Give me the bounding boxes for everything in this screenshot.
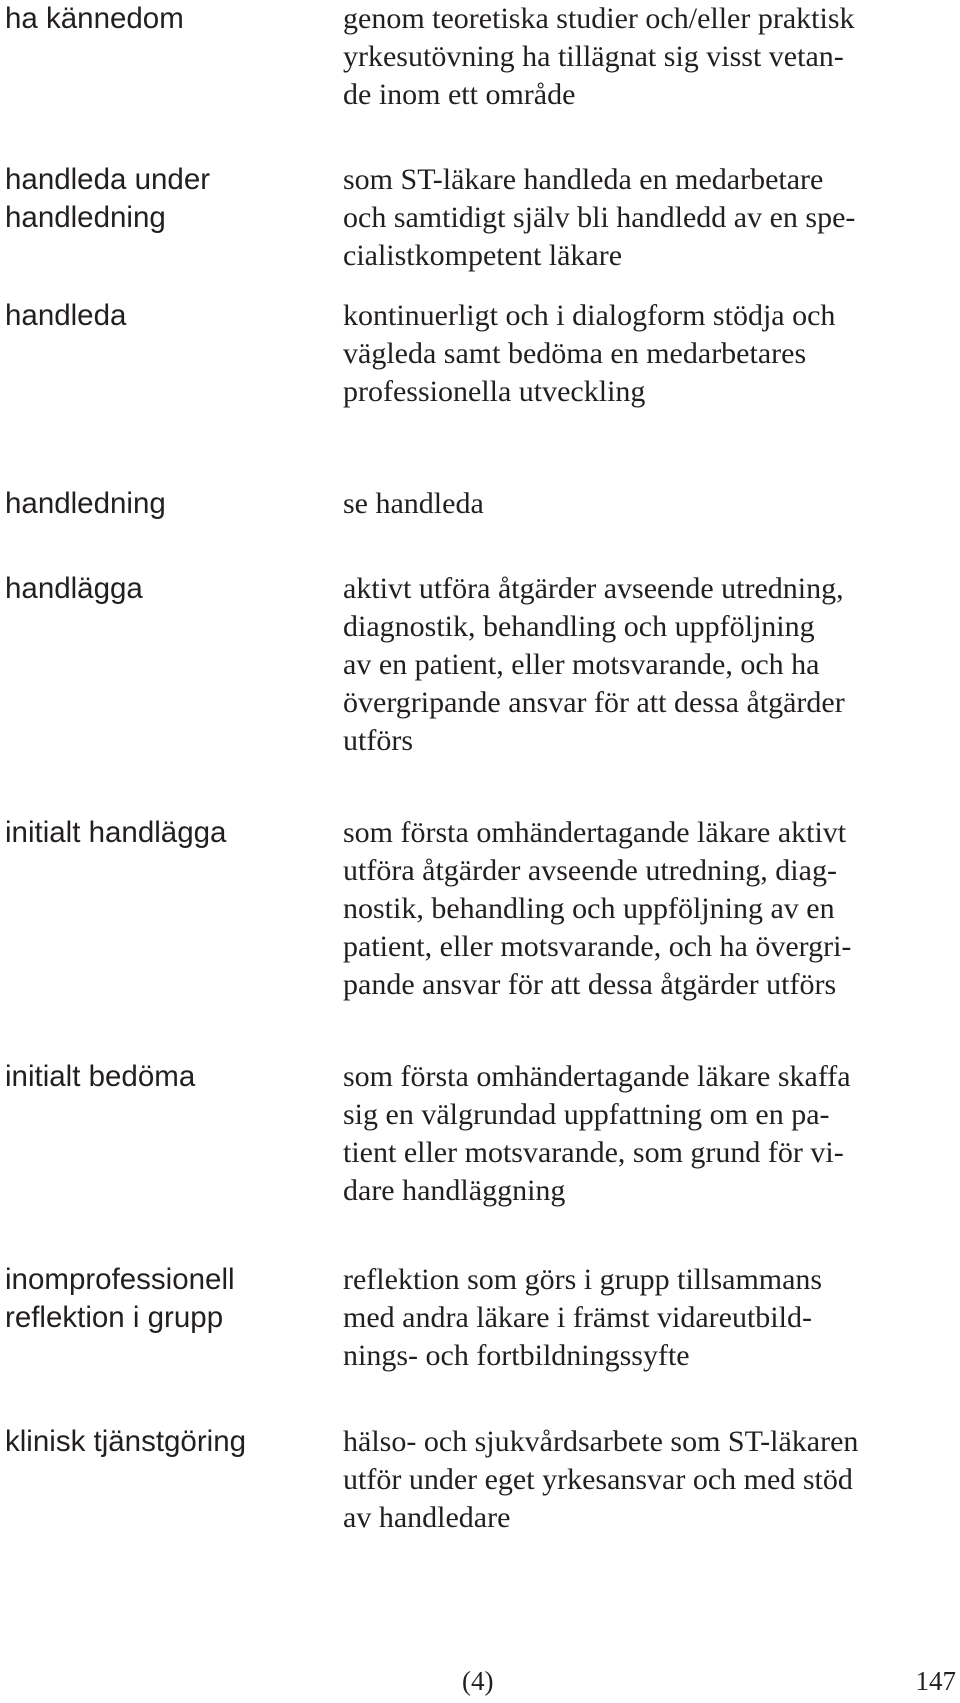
glossary-term: handlägga	[5, 572, 143, 605]
glossary-definition: som första omhändertagande läkare aktivt utföra åtgärder avseende utredning, diag- nostik, behandling och uppföljning av en patient, eller motsvarande, och ha övergri- pande ansvar för att dessa åtgärder utförs	[343, 816, 852, 1001]
glossary-term: klinisk tjänstgöring	[5, 1425, 247, 1458]
glossary-term: inomprofessionell reflektion i grupp	[5, 1263, 235, 1334]
glossary-term: handleda under handledning	[5, 163, 211, 234]
glossary-definition: som ST-läkare handleda en medarbetare och samtidigt själv bli handledd av en spe- cialistkompetent läkare	[343, 163, 856, 272]
glossary-term: initialt bedöma	[5, 1060, 196, 1093]
glossary-term: handleda	[5, 299, 127, 332]
glossary-definition: som första omhändertagande läkare skaffa sig en välgrundad uppfattning om en pa- tient eller motsvarande, som grund för vi- dare handläggning	[343, 1060, 851, 1207]
glossary-definition: hälso- och sjukvårdsarbete som ST-läkaren utför under eget yrkesansvar och med stöd av handledare	[343, 1425, 859, 1534]
glossary-term: ha kännedom	[5, 2, 184, 35]
footer-marker: (4)	[462, 1666, 494, 1696]
glossary-definition: reflektion som görs i grupp tillsammans med andra läkare i främst vidareutbild- nings- och fortbildningssyfte	[343, 1263, 823, 1372]
page-footer	[0, 1663, 960, 1703]
glossary-term: handledning	[5, 487, 166, 520]
glossary-definition: se handleda	[343, 487, 484, 520]
page-number: 147	[915, 1666, 956, 1696]
glossary-term: initialt handlägga	[5, 816, 227, 849]
glossary-definition: kontinuerligt och i dialogform stödja och vägleda samt bedöma en medarbetares professionella utveckling	[343, 299, 836, 408]
glossary-definition: genom teoretiska studier och/eller praktisk yrkesutövning ha tillägnat sig visst vetan- de inom ett område	[343, 2, 855, 111]
glossary-definition: aktivt utföra åtgärder avseende utredning, diagnostik, behandling och uppföljning av en patient, eller motsvarande, och ha övergripande ansvar för att dessa åtgärder utförs	[343, 572, 845, 757]
